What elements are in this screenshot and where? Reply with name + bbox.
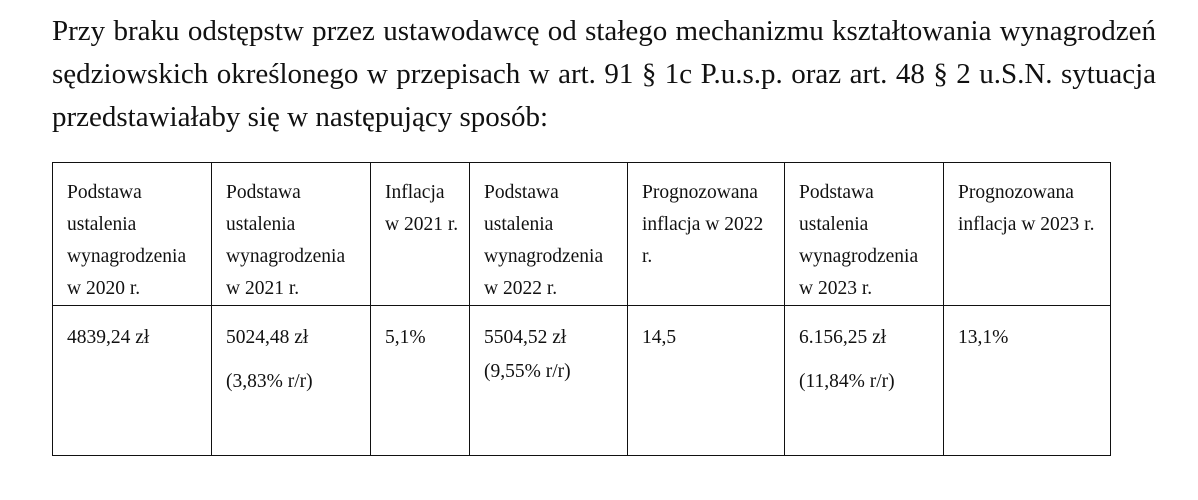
value-base-2023: 6.156,25 zł — [799, 327, 887, 348]
change-base-2023: (11,84% r/r) — [799, 371, 895, 392]
header-base-2020: Podstawa ustalenia wynagrodzenia w 2020 r. — [53, 163, 212, 306]
cell-inflation-2021 — [371, 306, 470, 456]
cell-base-2020 — [53, 306, 212, 456]
value-base-2020: 4839,24 zł — [67, 327, 150, 348]
header-base-2023: Podstawa ustalenia wynagrodzenia w 2023 r. — [785, 163, 944, 306]
value-base-2021: 5024,48 zł — [226, 327, 309, 348]
table-header-row — [53, 163, 1111, 306]
change-base-2021: (3,83% r/r) — [226, 371, 313, 392]
header-inflation-2023: Prognozowana inflacja w 2023 r. — [944, 163, 1111, 306]
header-inflation-2022: Prognozowana inflacja w 2022 r. — [628, 163, 785, 306]
intro-paragraph: Przy braku odstępstw przez ustawodawcę od stałego mechanizmu kształtowania wynagrodzeń sędziowskich określonego w przepisach w art. 91 § 1c P.u.s.p. oraz art. 48 § 2 u.S.N. sytuacja przedstawiałaby się w następujący sposób: — [52, 15, 1156, 133]
salary-table — [52, 162, 1111, 456]
cell-base-2021 — [212, 306, 371, 456]
value-inflation-2021: 5,1% — [385, 327, 426, 348]
cell-base-2023 — [785, 306, 944, 456]
value-base-2022: 5504,52 zł — [484, 327, 567, 348]
cell-base-2022 — [470, 306, 628, 456]
header-base-2021: Podstawa ustalenia wynagrodzenia w 2021 r. — [212, 163, 371, 306]
value-inflation-2023: 13,1% — [958, 327, 1009, 348]
header-inflation-2021: Inflacja w 2021 r. — [371, 163, 470, 306]
cell-inflation-2023 — [944, 306, 1111, 456]
cell-inflation-2022 — [628, 306, 785, 456]
change-base-2022: (9,55% r/r) — [484, 361, 571, 382]
value-inflation-2022: 14,5 — [642, 327, 677, 348]
header-base-2022: Podstawa ustalenia wynagrodzenia w 2022 r. — [470, 163, 628, 306]
table-row — [53, 306, 1111, 456]
